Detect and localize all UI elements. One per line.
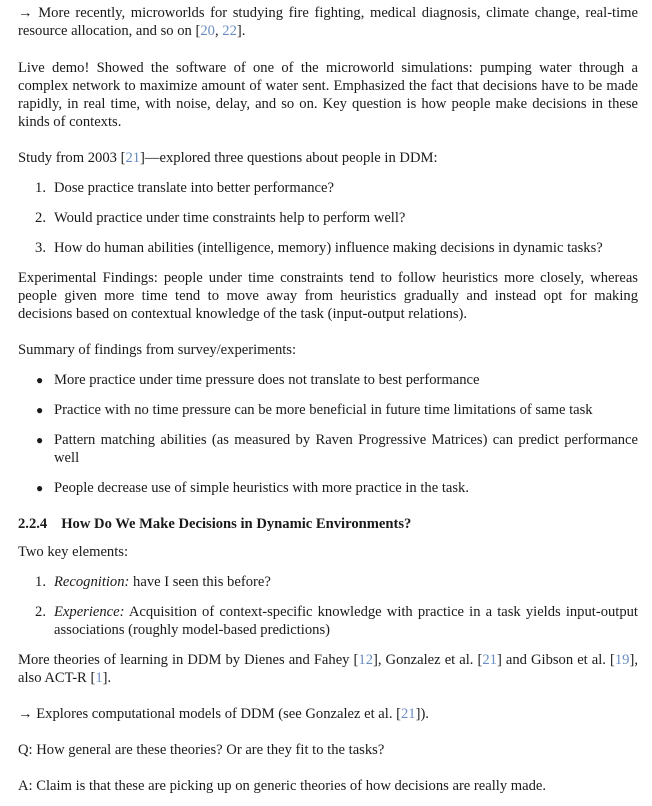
text: Explores computational models of DDM (see Gonzalez et al. [ [32,706,401,722]
item-text: Dose practice translate into better performance? [54,180,334,196]
text: ]). [415,706,429,722]
text: ], also ACT-R [ [18,652,638,686]
item-text: Practice with no time pressure can be more beneficial in future time limitations of same task [54,402,593,418]
item-number: 2. [35,210,46,226]
text: More theories of learning in DDM by Dienes and Fahey [ [18,652,359,668]
arrow-icon: → [18,5,33,21]
item-text: More practice under time pressure does not translate to best performance [54,372,480,388]
bullet-icon: ● [36,433,44,447]
paragraph-experimental-findings: Experimental Findings: people under time constraints tend to follow heuristics more closely, whereas people given more time tend to move away from heuristics gradually and instead opt for making decisions based on contextual knowledge of the task (input-output relations). [18,270,638,322]
citation-link[interactable]: 19 [614,652,630,668]
paragraph-microworlds: → More recently, microworlds for studying fire fighting, medical diagnosis, climate change, real-time resource allocation, and so on [20, 22]. [18,5,638,39]
section-title: How Do We Make Decisions in Dynamic Environments? [61,516,412,532]
item-text [54,603,638,639]
list-item [18,239,638,257]
bullet-icon: ● [36,373,44,387]
text: ], Gonzalez et al. [ [372,652,483,668]
arrow-icon: → [18,706,33,722]
paragraph-live-demo: Live demo! Showed the software of one of the microworld simulations: pumping water through a complex network to maximize amount of water sent. Emphasized the fact that decisions have to be made rapidly, in real time, with noise, delay, and so on. Key question is how people make decisions in these kinds of contexts. [18,60,638,130]
citation-link[interactable]: 20 [200,23,215,39]
bullet-icon: ● [36,403,44,417]
paragraph-two-key-elements: Two key elements: [18,544,129,560]
text: —explored three questions about people in DDM: [144,150,438,166]
item-number: 3. [35,240,46,256]
item-number: 1. [35,180,46,196]
paragraph-summary: Summary of findings from survey/experiments: [18,342,297,358]
list-item [18,179,638,197]
text: Study from 2003 [18,150,121,166]
paragraph-study: Study from 2003 [21]—explored three questions about people in DDM: [18,150,438,166]
citation-link[interactable]: 21 [482,652,497,668]
item-number: 2. [35,604,46,620]
citation-link[interactable]: 21 [125,150,141,166]
text: ]. [102,670,112,686]
text: ] and Gibson et al. [ [496,652,615,668]
list-item [18,209,638,227]
term: Recognition: [54,574,130,590]
text: ]. [236,23,246,39]
item-number: 1. [35,574,46,590]
paragraph-answer: A: Claim is that these are picking up on generic theories of how decisions are really made. [18,778,547,794]
item-text [54,573,638,591]
text: , [214,23,223,39]
item-text: How do human abilities (intelligence, memory) influence making decisions in dynamic tasks? [54,240,603,256]
paragraph-computational-models [18,705,638,723]
item-text: Pattern matching abilities (as measured by Raven Progressive Matrices) can predict performance well [54,432,638,466]
citation-link[interactable]: 12 [358,652,373,668]
section-number: 2.2.4 [18,516,48,532]
bullet-icon: ● [36,481,44,495]
citation-link[interactable]: 1 [95,670,103,686]
text: Acquisition of context-specific knowledge with practice in a task yields input-output associations (roughly model-based predictions) [54,604,638,638]
item-text: Would practice under time constraints help to perform well? [54,210,406,226]
item-text: People decrease use of simple heuristics with more practice in the task. [54,480,469,496]
citation-link[interactable]: 22 [222,23,237,39]
term: Experience: [54,604,125,620]
paragraph-question: Q: How general are these theories? Or are they fit to the tasks? [18,742,385,758]
paragraph-more-theories [18,651,638,687]
citation-link[interactable]: 21 [400,706,416,722]
section-heading [18,515,411,533]
text: More recently, microworlds for studying fire fighting, medical diagnosis, climate change, real-time resource allocation, and so on [18,5,638,39]
text: have I seen this before? [129,574,271,590]
